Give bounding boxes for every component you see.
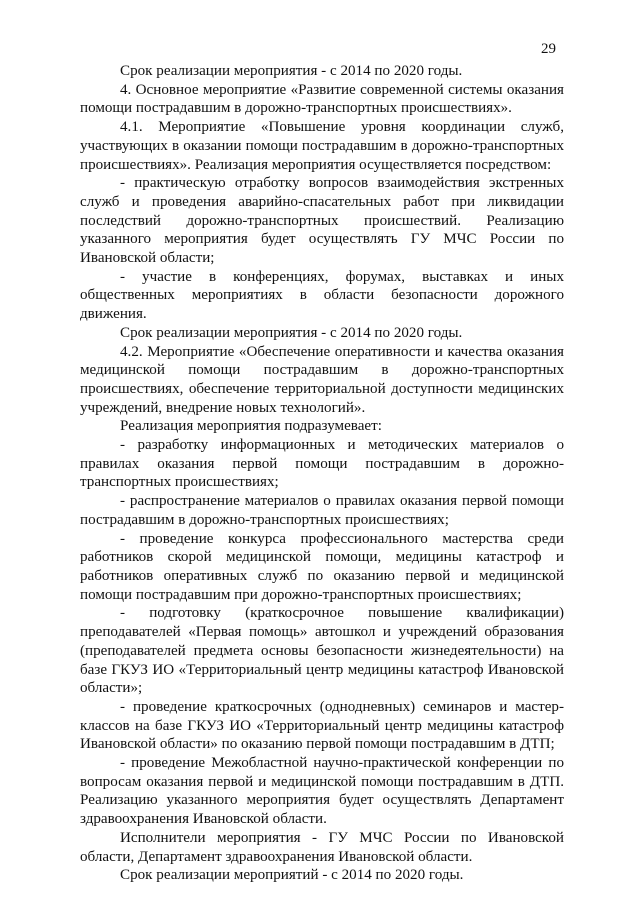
list-item-teacher-training: - подготовку (краткосрочное повышение квалификации) преподавателей «Первая помощь» автошкол и учреждений образования (преподавателей предмета основы безопасности жизнедеятельности) на базе ГКУЗ ИО «Территориальный центр медицины катастроф Ивановской области»; (80, 605, 564, 697)
paragraph-measure-4-1: 4.1. Мероприятие «Повышение уровня координации служб, участвующих в оказании помощи пострадавшим в дорожно-транспортных происшествиях». Реализация мероприятия осуществляется посредством: (80, 119, 564, 173)
list-item-materials-development: - разработку информационных и методических материалов о правилах оказания первой помощи пострадавшим в дорожно-транспортных происшествиях; (80, 437, 564, 491)
paragraph-measure-4-2: 4.2. Мероприятие «Обеспечение оперативности и качества оказания медицинской помощи пострадавшим в дорожно-транспортных происшествиях, обеспечение территориальной доступности медицинских учреждений, внедрение новых технологий». (80, 343, 564, 416)
list-item-materials-distribution: - распространение материалов о правилах оказания первой помощи пострадавшим в дорожно-транспортных происшествиях; (80, 493, 564, 528)
paragraph-main-measure-4: 4. Основное мероприятие «Развитие современной системы оказания помощи пострадавшим в дорожно-транспортных происшествиях». (80, 81, 564, 117)
paragraph-implementation-intro: Реализация мероприятия подразумевает: (120, 418, 382, 435)
list-item-practical-drills: - практическую отработку вопросов взаимодействия экстренных служб и проведения аварийно-спасательных работ при ликвидации последствий дорожно-транспортных происшествий. Реализацию указанного мероприятия будет осуществлять ГУ МЧС России по Ивановской области; (80, 175, 564, 267)
paragraph-deadline-3: Срок реализации мероприятий - с 2014 по 2020 годы. (120, 867, 464, 884)
paragraph-executors: Исполнители мероприятия - ГУ МЧС России по Ивановской области, Департамент здравоохранения Ивановской области. (80, 829, 564, 865)
list-item-interregional-conference: - проведение Межобластной научно-практической конференции по вопросам оказания первой и медицинской помощи пострадавшим в ДТП. Реализацию указанного мероприятия будет осуществлять Департамент здравоохранения Ивановской области. (80, 755, 564, 828)
document-body (80, 62, 564, 885)
list-item-conferences: - участие в конференциях, форумах, выставках и иных общественных мероприятиях в области безопасности дорожного движения. (80, 268, 564, 323)
list-item-skills-contest: - проведение конкурса профессионального мастерства среди работников скорой медицинской помощи, медицины катастроф и работников оперативных служб по оказанию первой и медицинской помощи пострадавшим при дорожно-транспортных происшествиях; (80, 530, 564, 603)
paragraph-deadline-1: Срок реализации мероприятия - с 2014 по 2020 годы. (120, 63, 463, 79)
list-item-seminars: - проведение краткосрочных (однодневных) семинаров и мастер-классов на базе ГКУЗ ИО «Территориальный центр медицины катастроф Ивановской области» по оказанию первой помощи пострадавшим в ДТП; (80, 698, 564, 753)
paragraph-deadline-2: Срок реализации мероприятия - с 2014 по 2020 годы. (120, 324, 463, 341)
page-number: 29 (541, 41, 556, 57)
